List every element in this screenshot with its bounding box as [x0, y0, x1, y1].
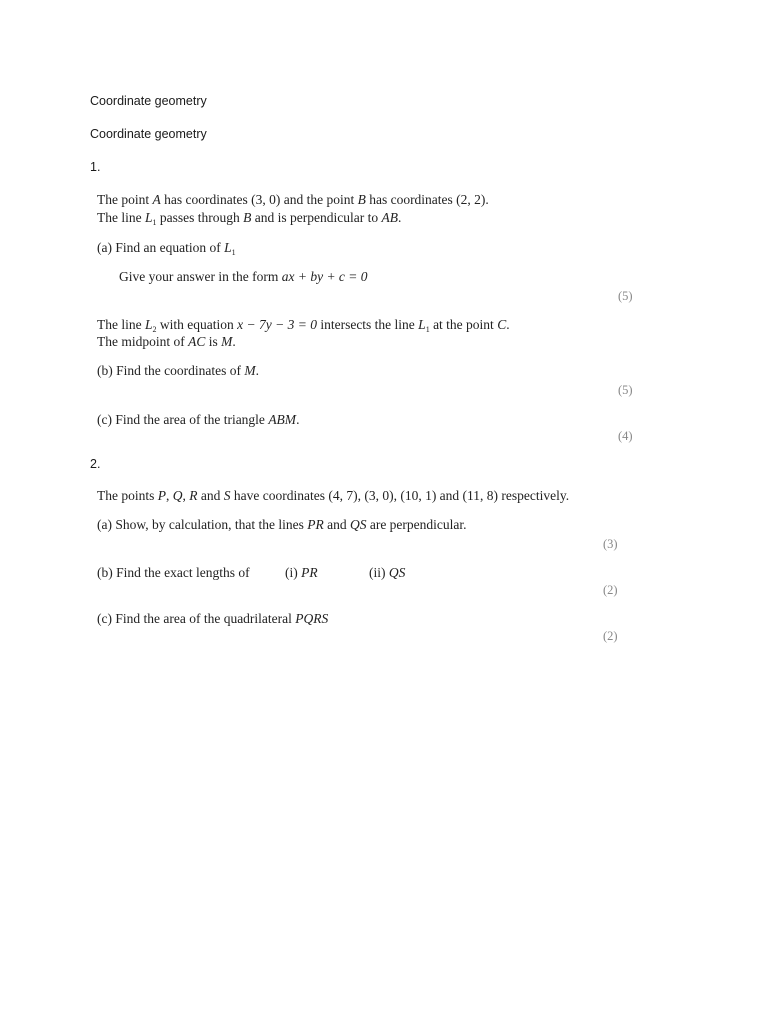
- q1-part-b: (b) Find the coordinates of M.: [97, 363, 259, 378]
- q1-midpoint-line: The midpoint of AC is M.: [97, 334, 236, 349]
- q2-part-b: (b) Find the exact lengths of: [97, 565, 250, 580]
- q1-part-a-marks: (5): [618, 289, 633, 303]
- q1-part-c-marks: (4): [618, 429, 633, 443]
- q1-intro-line-2: The line $L_1$ passes through B and is perpendicular to AB.: [97, 210, 402, 227]
- document-title: Coordinate geometry: [90, 94, 207, 108]
- document-subtitle: Coordinate geometry: [90, 127, 207, 141]
- q1-intro-line-1: The point A has coordinates (3, 0) and the point B has coordinates (2, 2).: [97, 192, 489, 207]
- q2-part-c-marks: (2): [603, 629, 618, 643]
- q2-part-b-marks: (2): [603, 583, 618, 597]
- q1-line-l2: The line $L_2$ with equation x − 7y − 3 = 0 intersects the line $L_1$ at the point C.: [97, 317, 510, 334]
- q2-part-b-ii: (ii) QS: [369, 565, 406, 580]
- q2-intro: The points P, Q, R and S have coordinates (4, 7), (3, 0), (10, 1) and (11, 8) respectively.: [97, 488, 570, 503]
- question-1-number: 1.: [90, 160, 101, 174]
- q2-part-c: (c) Find the area of the quadrilateral PQRS: [97, 611, 329, 626]
- q1-part-a-form: Give your answer in the form ax + by + c = 0: [119, 269, 368, 284]
- q1-part-a: (a) Find an equation of $L_1$: [97, 240, 236, 257]
- q1-part-c: (c) Find the area of the triangle ABM.: [97, 412, 300, 427]
- q2-part-a: (a) Show, by calculation, that the lines PR and QS are perpendicular.: [97, 517, 467, 532]
- question-2-number: 2.: [90, 457, 101, 471]
- q2-part-b-i: (i) PR: [285, 565, 318, 580]
- q1-part-b-marks: (5): [618, 383, 633, 397]
- q2-part-a-marks: (3): [603, 537, 618, 551]
